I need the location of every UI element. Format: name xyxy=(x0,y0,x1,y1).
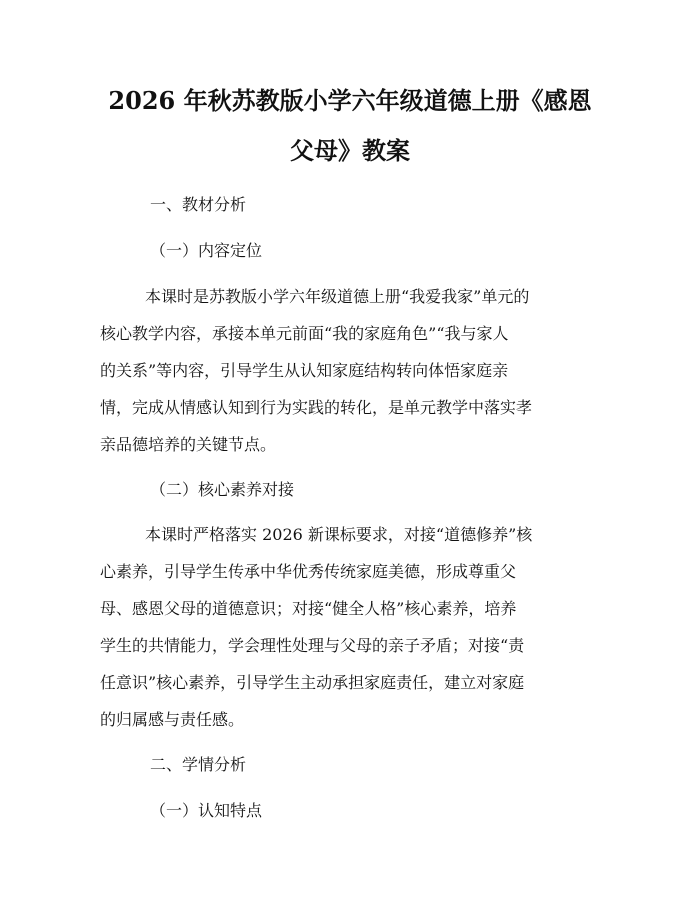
paragraph-line: 核心教学内容，承接本单元前面“我的家庭角色”“我与家人 xyxy=(100,324,509,343)
paragraph-line: 的归属感与责任感。 xyxy=(100,710,245,729)
paragraph-line: 的关系”等内容，引导学生从认知家庭结构转向体悟家庭亲 xyxy=(100,361,509,380)
paragraph-line: 母、感恩父母的道德意识；对接“健全人格”核心素养，培养 xyxy=(100,599,517,618)
paragraph-line: 任意识”核心素养，引导学生主动承担家庭责任，建立对家庭 xyxy=(100,673,525,692)
subheading-content-positioning: （一）内容定位 xyxy=(150,241,263,260)
section-heading-textbook-analysis: 一、教材分析 xyxy=(150,195,247,214)
paragraph-line: 心素养，引导学生传承中华优秀传统家庭美德，形成尊重父 xyxy=(100,562,517,581)
subheading-core-literacy: （二）核心素养对接 xyxy=(150,480,295,499)
paragraph-line: 亲品德培养的关键节点。 xyxy=(100,435,277,454)
document-title-line-1: 2026 年秋苏教版小学六年级道德上册《感恩 xyxy=(108,86,592,115)
paragraph-line: 本课时严格落实 2026 新课标要求，对接“道德修养”核 xyxy=(145,525,533,544)
document-title-line-2: 父母》教案 xyxy=(290,136,410,165)
section-heading-student-analysis: 二、学情分析 xyxy=(150,755,247,774)
paragraph-line: 本课时是苏教版小学六年级道德上册“我爱我家”单元的 xyxy=(145,287,530,306)
paragraph-line: 学生的共情能力，学会理性处理与父母的亲子矛盾；对接“责 xyxy=(100,636,525,655)
paragraph-line: 情，完成从情感认知到行为实践的转化，是单元教学中落实孝 xyxy=(100,398,533,417)
subheading-cognitive-features: （一）认知特点 xyxy=(150,801,263,820)
